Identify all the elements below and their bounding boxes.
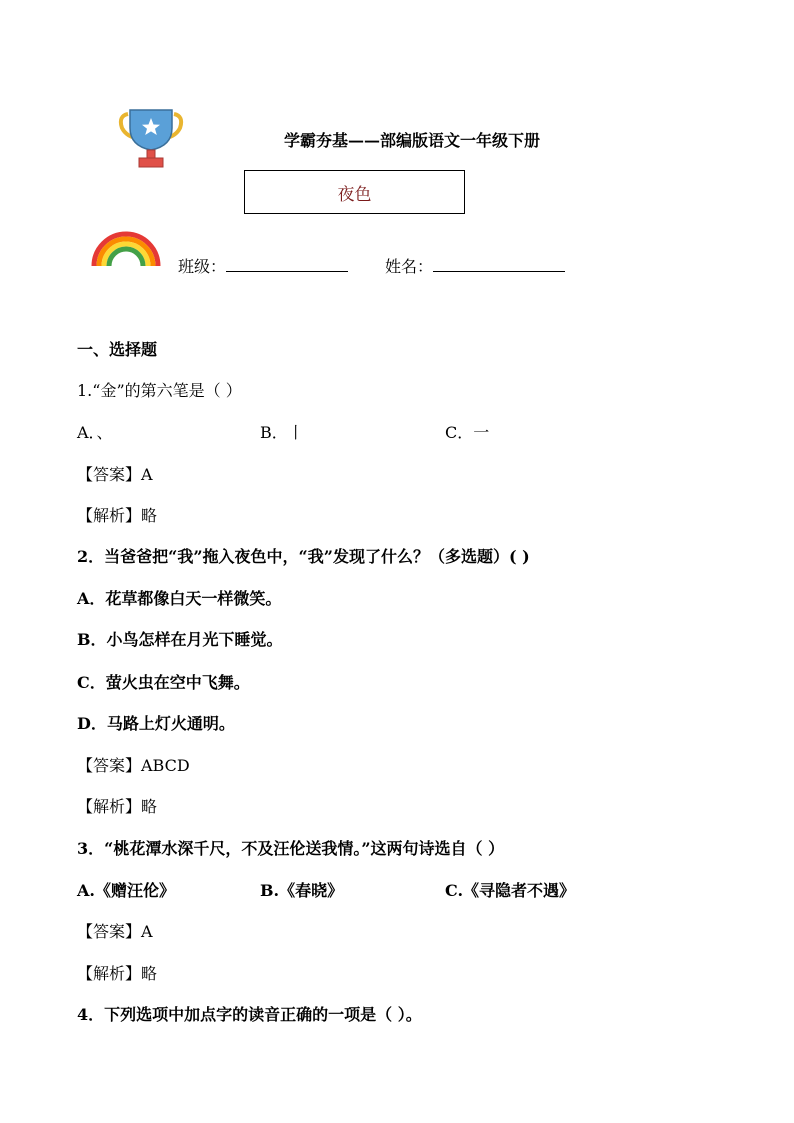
question-1-analysis: 【解析】略: [77, 506, 158, 525]
class-field: [178, 254, 348, 277]
class-label: 班级：: [178, 257, 227, 276]
lesson-title-box: [244, 170, 465, 214]
name-field: [385, 254, 565, 277]
question-2-option-a: A．花草都像白天一样微笑。: [77, 589, 282, 608]
lesson-title: 夜色: [337, 184, 372, 205]
question-1-option-c: C．一: [445, 423, 490, 442]
name-label: 姓名：: [385, 257, 434, 276]
question-2-option-c: C．萤火虫在空中飞舞。: [77, 673, 250, 692]
question-3-option-a: A.《赠汪伦》: [77, 881, 175, 900]
question-3-option-c: C.《寻隐者不遇》: [445, 881, 576, 900]
question-2-stem: 2．当爸爸把“我”拖入夜色中，“我”发现了什么？（多选题）( ): [77, 547, 530, 566]
question-4-stem: 4．下列选项中加点字的读音正确的一项是（ ）。: [77, 1005, 422, 1024]
question-1-answer: 【答案】A: [77, 465, 153, 484]
rainbow-icon: [90, 228, 162, 272]
trophy-icon: [118, 106, 184, 174]
page-header-title: 学霸夯基——部编版语文一年级下册: [284, 131, 541, 150]
name-blank[interactable]: [433, 255, 565, 272]
question-2-analysis: 【解析】略: [77, 797, 158, 816]
question-2-option-b: B．小鸟怎样在月光下睡觉。: [77, 630, 283, 649]
question-2-answer: 【答案】ABCD: [77, 756, 190, 775]
question-1-stem: 1.“金”的第六笔是（ ）: [77, 381, 242, 400]
question-2-option-d: D．马路上灯火通明。: [77, 714, 235, 733]
question-3-option-b: B.《春晓》: [260, 881, 344, 900]
question-1-option-a: A．、: [77, 423, 113, 442]
class-blank[interactable]: [226, 255, 348, 272]
question-3-analysis: 【解析】略: [77, 964, 158, 983]
question-1-option-b: B．丨: [260, 423, 304, 442]
question-3-stem: 3．“桃花潭水深千尺，不及汪伦送我情。”这两句诗选自（ ）: [77, 839, 505, 858]
section-heading: 一、选择题: [77, 340, 158, 359]
question-3-answer: 【答案】A: [77, 922, 153, 941]
